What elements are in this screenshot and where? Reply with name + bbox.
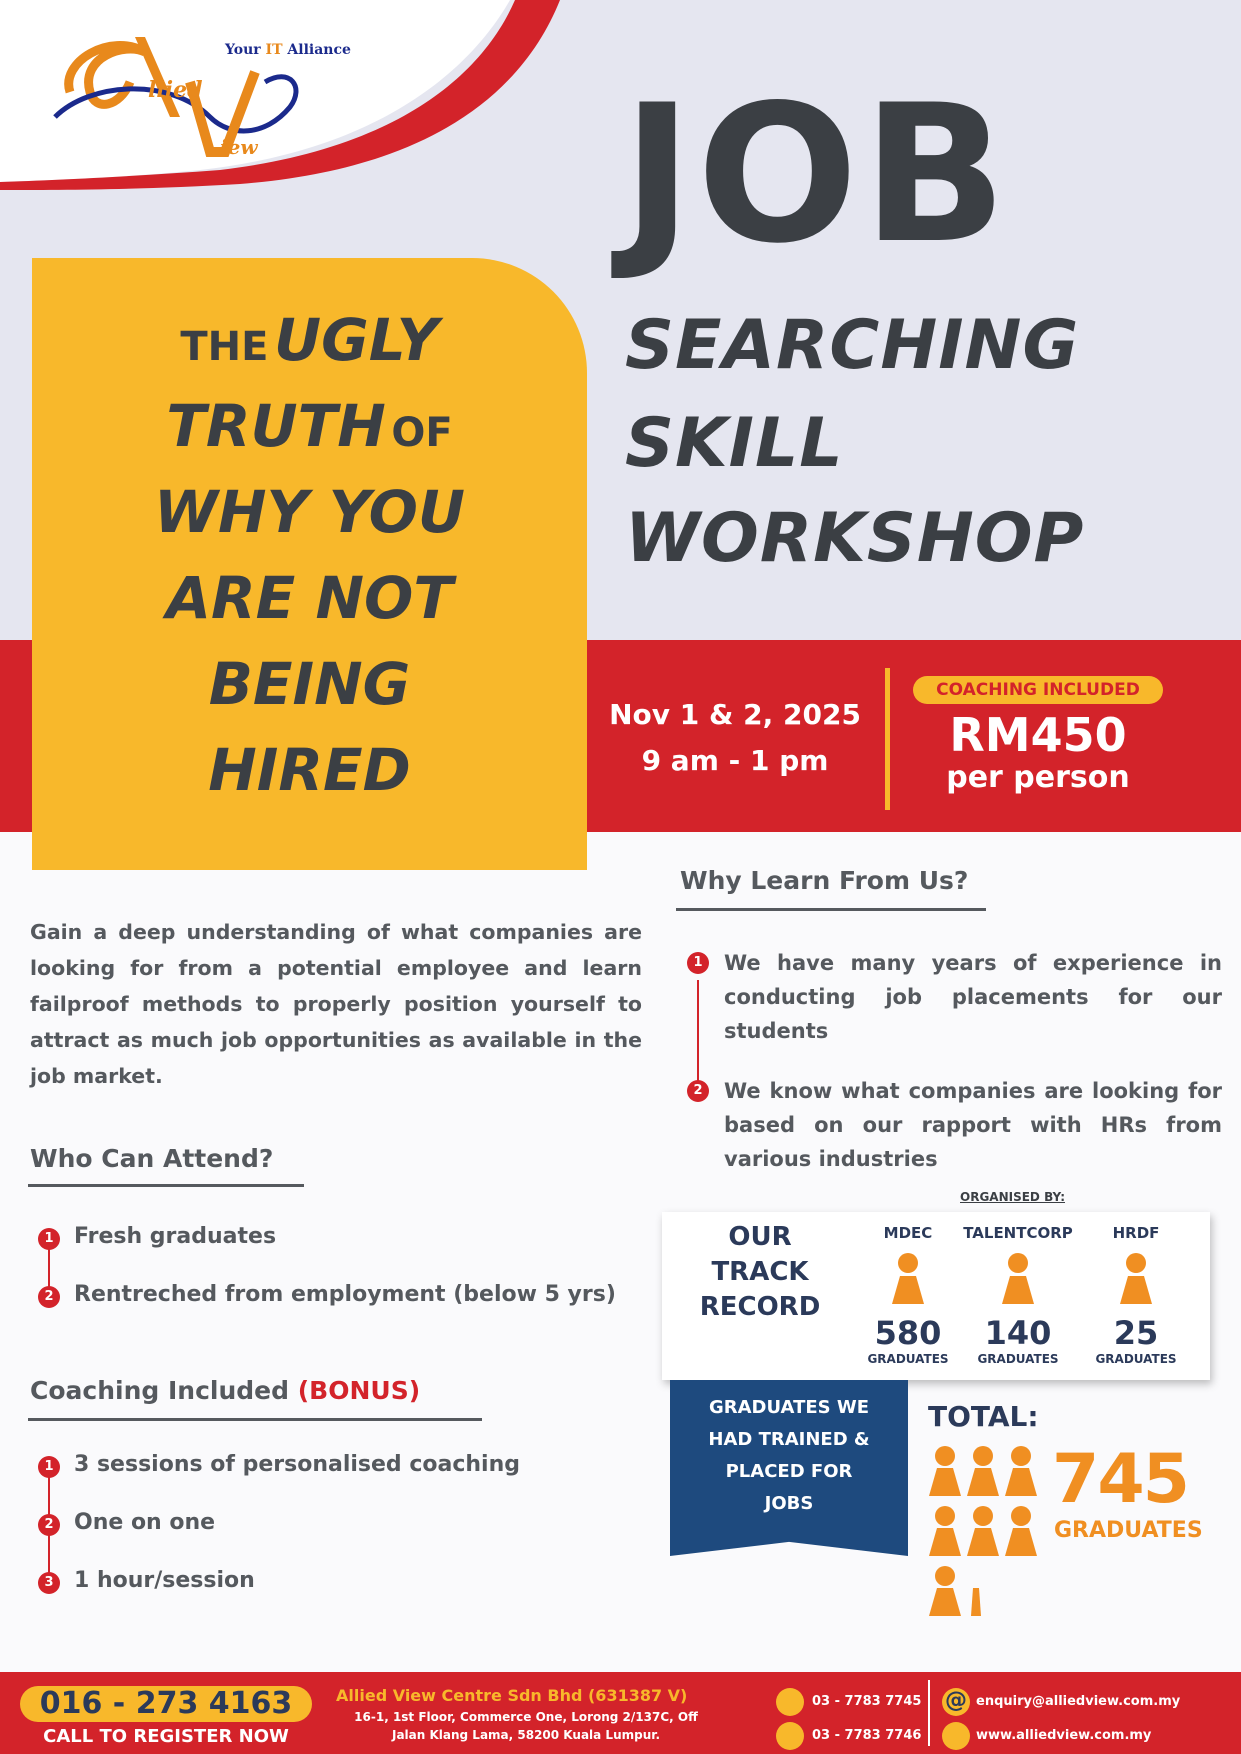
logo-tagline: Your IT Alliance [225,42,351,58]
company-address: 16-1, 1st Floor, Commerce One, Lorong 2/137C, Off Jalan Klang Lama, 58200 Kuala Lumpur. [354,1710,698,1742]
headline-line-1: THE UGLY [180,306,439,374]
person-icon [1119,1252,1153,1304]
headline-line-3: WHY YOU [153,478,466,546]
org-unit-talentcorp: GRADUATES [977,1352,1059,1366]
org-count-talentcorp: 140 [984,1314,1052,1352]
why-number-2: 2 [687,1080,709,1102]
people-group-icon [928,1446,1038,1618]
organised-by-label: ORGANISED BY: [960,1190,1065,1204]
coaching-number-1: 1 [38,1456,60,1478]
footer-divider [928,1680,930,1746]
graduates-label-text: GRADUATES WE HAD TRAINED & PLACED FOR JOBS [708,1397,870,1514]
track-record-title: OUR TRACK RECORD [699,1222,821,1322]
headline-line-5: BEING [208,650,411,718]
org-count-hrdf: 25 [1113,1314,1159,1352]
org-name-mdec: MDEC [883,1224,933,1242]
org-count-mdec: 580 [874,1314,942,1352]
coaching-heading: Coaching Included (BONUS) [30,1376,421,1405]
svg-text:llied: llied [148,77,203,103]
event-date: Nov 1 & 2, 2025 [609,698,861,731]
event-time: 9 am - 1 pm [641,744,829,777]
title-searching: SEARCHING [625,306,1080,385]
band-divider [885,668,890,810]
who-heading: Who Can Attend? [30,1144,274,1173]
call-to-register: CALL TO REGISTER NOW [43,1726,289,1747]
svg-text:iew: iew [220,135,258,159]
why-item: We have many years of experience in conducting job placements for our students [724,951,1222,1043]
title-workshop: WORKSHOP [625,499,1085,578]
who-item: Rentreched from employment (below 5 yrs) [74,1282,616,1307]
who-number-2: 2 [38,1286,60,1308]
phone-icon [776,1722,804,1750]
why-connector [697,980,699,1084]
who-underline [28,1184,304,1187]
price-unit: per person [946,760,1130,795]
total-label: TOTAL: [928,1400,1039,1433]
org-unit-hrdf: GRADUATES [1095,1352,1177,1366]
title-skill: SKILL [625,404,844,483]
price: RM450 [949,708,1127,762]
why-number-1: 1 [687,952,709,974]
coaching-item: One on one [74,1510,216,1535]
description: Gain a deep understanding of what companies are looking for from a potential employee and learn failproof methods to properly position yourself to attract as much job opportunities as available in the job market. [30,920,642,1088]
why-underline [676,908,986,911]
phone-icon [776,1688,804,1716]
company-name: Allied View Centre Sdn Bhd (631387 V) [336,1686,688,1705]
who-number-1: 1 [38,1228,60,1250]
tel-2[interactable]: 03 - 7783 7746 [812,1728,922,1743]
coaching-item: 3 sessions of personalised coaching [74,1452,520,1477]
coaching-number-3: 3 [38,1572,60,1594]
who-item: Fresh graduates [74,1224,277,1249]
coaching-underline [28,1418,482,1421]
person-icon [1001,1252,1035,1304]
org-unit-mdec: GRADUATES [867,1352,949,1366]
headline-line-2: TRUTH OF [166,392,453,460]
tel-1[interactable]: 03 - 7783 7745 [812,1694,922,1709]
total-number: 745 [1052,1440,1188,1519]
job-title: JOB [622,64,1012,285]
headline-line-6: HIRED [208,736,411,804]
coaching-item: 1 hour/session [74,1568,255,1593]
register-phone[interactable]: 016 - 273 4163 [20,1686,312,1722]
web-icon [942,1722,970,1750]
headline-line-4: ARE NOT [166,564,453,632]
total-unit: GRADUATES [1054,1518,1203,1543]
email-link[interactable]: enquiry@alliedview.com.my [976,1694,1181,1709]
website-link[interactable]: www.alliedview.com.my [976,1728,1152,1743]
why-heading: Why Learn From Us? [680,866,969,895]
why-item: We know what companies are looking for based on our rapport with HRs from various industries [724,1079,1222,1171]
coaching-number-2: 2 [38,1514,60,1536]
org-name-talentcorp: TALENTCORP [963,1224,1073,1242]
email-icon: @ [942,1688,970,1716]
org-name-hrdf: HRDF [1112,1224,1160,1242]
coaching-included-badge: COACHING INCLUDED [913,676,1163,704]
person-icon [891,1252,925,1304]
